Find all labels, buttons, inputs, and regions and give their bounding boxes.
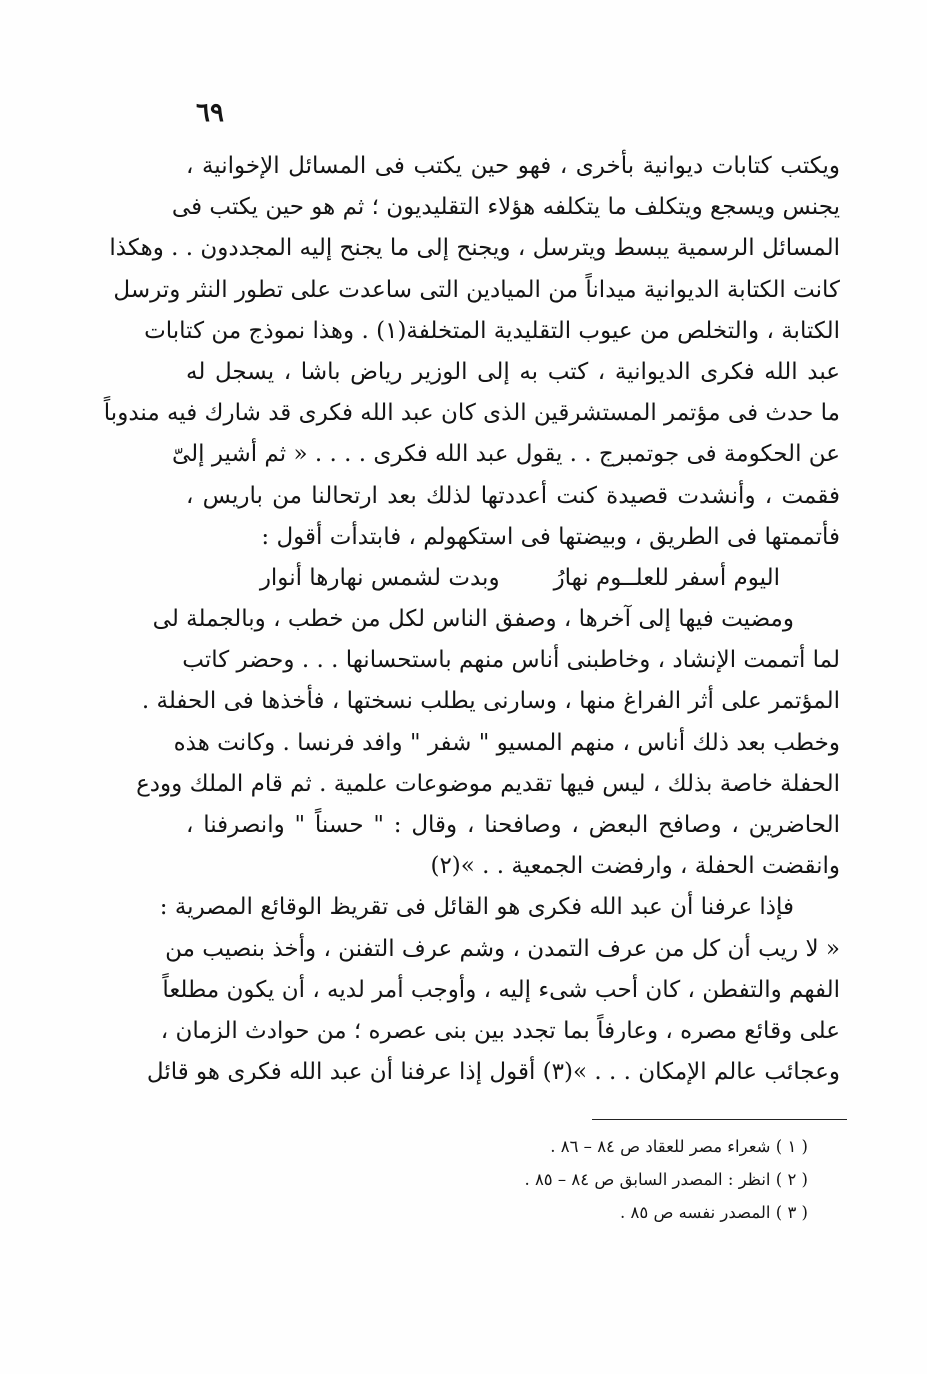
- footnote-2: ( ٢ ) انظر : المصدر السابق ص ٨٤ – ٨٥ .: [524, 1170, 808, 1189]
- text-line: يجنس ويسجع ويتكلف ما يتكلفه هؤلاء التقليديون ؛ ثم هو حين يكتب فى: [171, 194, 840, 221]
- text-line: وخطب بعد ذلك أناس ، منهم المسيو " شفر " وافد فرنسا . وكانت هذه: [173, 729, 840, 756]
- text-line: فأتممتها فى الطريق ، وبيضتها فى استكهولم ، فابتدأت أقول :: [261, 523, 840, 550]
- text-line: لما أتممت الإنشاد ، وخاطبنى أناس منهم باستحسانها . . . وحضر كاتب: [182, 647, 840, 674]
- text-line: الفهم والتفطن ، كان أحب شىء إليه ، وأوجب أمر لديه ، أن يكون مطلعاً: [162, 976, 840, 1003]
- text-line: وعجائب عالم الإمكان . . . »(٣) أقول إذا عرفنا أن عبد الله فكرى هو قائل: [146, 1059, 840, 1086]
- poem-verse: [186, 558, 840, 599]
- page-number: ٦٩: [196, 98, 224, 128]
- main-text: [103, 146, 840, 1093]
- text-line: « لا ريب أن كل من عرف التمدن ، وشم عرف التفنن ، وأخذ بنصيب من: [165, 935, 840, 962]
- text-line: ويكتب كتابات ديوانية بأخرى ، فهو حين يكتب فى المسائل الإخوانية ،: [186, 153, 840, 179]
- text-line: عن الحكومة فى جوتمبرج . . يقول عبد الله فكرى . . . . « ثم أشير إلىّ: [171, 441, 840, 468]
- text-line: عبد الله فكرى الديوانية ، كتب به إلى الوزير رياض باشا ، يسجل له: [186, 358, 840, 385]
- text-line: المسائل الرسمية يبسط ويترسل ، ويجنح إلى ما يجنح إليه المجددون . . وهكذا: [109, 235, 840, 262]
- text-line: كانت الكتابة الديوانية ميداناً من الميادين التى ساعدت على تطور النثر وترسل: [113, 276, 840, 303]
- footnote-3: ( ٣ ) المصدر نفسه ص ٨٥ .: [620, 1203, 808, 1222]
- text-line: ومضيت فيها إلى آخرها ، وصفق الناس لكل من خطب ، وبالجملة لى: [152, 606, 794, 633]
- text-line: الحاضرين ، وصافح البعض ، وصافحنا ، وقال : " حسناً " وانصرفنا ،: [186, 812, 840, 838]
- text-line: على وقائع مصره ، وعارفاً بما تجدد بين بنى عصره ؛ من حوادث الزمان ،: [160, 1017, 840, 1044]
- text-line: الكتابة ، والتخلص من عيوب التقليدية المتخلفة(١) . وهذا نموذج من كتابات: [144, 317, 840, 344]
- text-line: وانقضت الحفلة ، وارفضت الجمعية . . »(٢): [430, 853, 840, 880]
- text-line: ما حدث فى مؤتمر المستشرقين الذى كان عبد الله فكرى قد شارك فيه مندوباً: [103, 400, 840, 427]
- footnotes: [300, 1130, 808, 1229]
- text-line: فإذا عرفنا أن عبد الله فكرى هو القائل فى تقريظ الوقائع المصرية :: [159, 894, 794, 921]
- text-line: الحفلة خاصة بذلك ، ليس فيها تقديم موضوعات علمية . ثم قام الملك وودع: [136, 770, 840, 797]
- verse-second-hemistich: وبدت لشمس نهارها أنوار: [259, 564, 500, 591]
- text-line: فقمت ، وأنشدت قصيدة كنت أعددتها لذلك بعد ارتحالنا من باريس ،: [186, 482, 840, 509]
- footnote-divider: [592, 1119, 847, 1120]
- verse-first-hemistich: اليوم أسفر للعلــوم نهارُ: [553, 564, 780, 591]
- text-line: المؤتمر على أثر الفراغ منها ، وسارنى يطلب نسختها ، فأخذها فى الحفلة .: [141, 688, 840, 715]
- footnote-1: ( ١ ) شعراء مصر للعقاد ص ٨٤ – ٨٦ .: [550, 1137, 808, 1156]
